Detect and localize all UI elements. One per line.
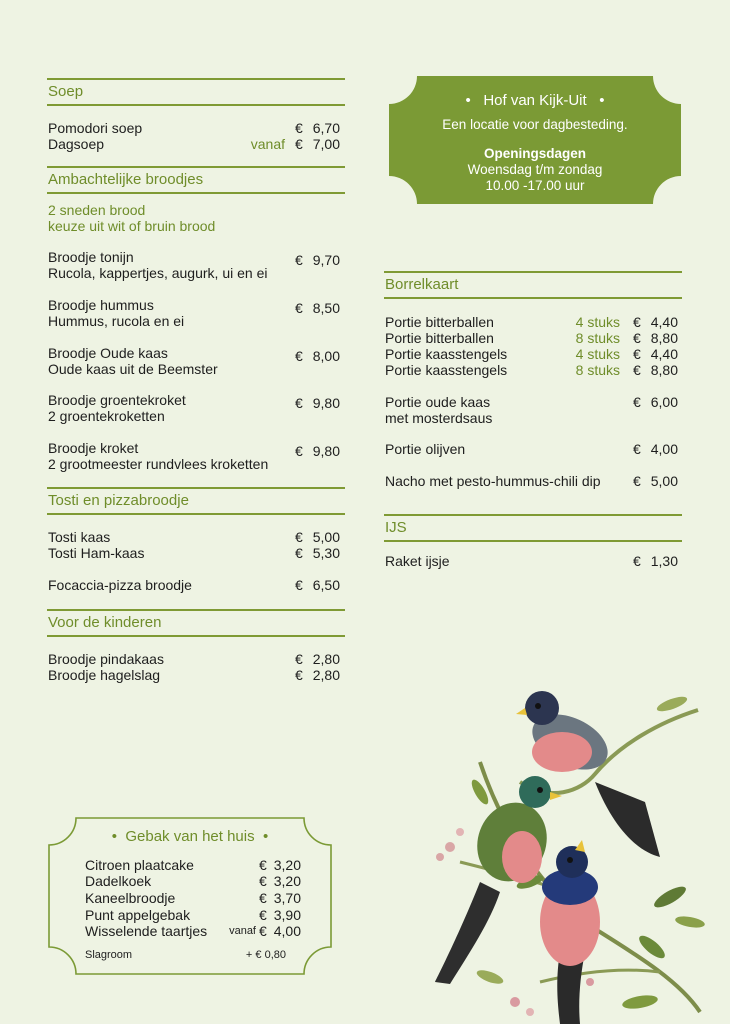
item-description: met mosterdsaus (385, 410, 493, 426)
item-price: 5,30 (312, 545, 340, 561)
currency: € (633, 362, 641, 378)
menu-item (48, 297, 340, 331)
item-price: 8,80 (650, 362, 678, 378)
item-note: vanaf (250, 136, 285, 152)
item-name: Broodje kroket (48, 440, 139, 456)
bullet-icon: • (111, 828, 118, 845)
section-title: Borrelkaart (385, 276, 459, 293)
currency: € (633, 553, 641, 569)
section-title: Tosti en pizzabroodje (48, 492, 189, 509)
gebak-title-text: Gebak van het huis (125, 828, 255, 845)
item-name: Broodje pindakaas (48, 651, 164, 667)
info-title (389, 92, 681, 110)
currency: € (295, 300, 303, 316)
item-price: 9,70 (312, 252, 340, 268)
item-name: Broodje hagelslag (48, 667, 161, 683)
currency: € (259, 873, 267, 889)
item-price: 6,00 (650, 394, 678, 410)
section-header-borrel (384, 271, 682, 299)
info-hours: 10.00 -17.00 uur (485, 178, 585, 193)
gebak-box (48, 817, 332, 975)
item-name: Citroen plaatcake (85, 857, 194, 873)
item-description: Rucola, kappertjes, augurk, ui en ei (48, 265, 268, 281)
item-name: Broodje hummus (48, 297, 154, 313)
info-hours-title: Openingsdagen (483, 146, 586, 161)
broodjes-intro (48, 202, 215, 234)
item-note: 8 stuks (575, 330, 620, 346)
currency: € (633, 473, 641, 489)
item-price: 4,00 (650, 441, 678, 457)
section-title: Ambachtelijke broodjes (48, 171, 204, 188)
birds-illustration (420, 682, 720, 1024)
menu-item (48, 392, 340, 426)
item-name: Portie bitterballen (385, 314, 494, 330)
section-header-soep (47, 78, 345, 106)
item-name: Focaccia-pizza broodje (48, 577, 192, 593)
item-name: Portie olijven (385, 441, 466, 457)
currency: € (259, 890, 267, 906)
item-name: Broodje Oude kaas (48, 345, 168, 361)
menu-item (48, 345, 340, 379)
item-price: 1,30 (650, 553, 678, 569)
currency: € (295, 529, 303, 545)
currency: € (259, 907, 267, 923)
currency: € (633, 394, 641, 410)
bullet-icon: • (465, 92, 471, 109)
section-title: IJS (385, 519, 407, 536)
section-header-tosti (47, 487, 345, 515)
section-header-broodjes (47, 166, 345, 194)
item-description: Oude kaas uit de Beemster (48, 361, 218, 377)
item-price: 4,00 (273, 923, 301, 939)
section-title: Soep (48, 83, 84, 100)
item-price: 3,20 (273, 873, 301, 889)
currency: € (295, 395, 303, 411)
item-name: Raket ijsje (385, 553, 450, 569)
item-price: 5,00 (312, 529, 340, 545)
section-header-kinderen (47, 609, 345, 637)
item-note: 4 stuks (575, 346, 620, 362)
item-price: 4,40 (650, 314, 678, 330)
bullet-icon: • (262, 828, 269, 845)
item-description: 2 grootmeester rundvlees kroketten (48, 456, 269, 472)
info-title-text: Hof van Kijk-Uit (483, 92, 587, 109)
item-name: Punt appelgebak (85, 907, 191, 923)
item-price: 8,50 (312, 300, 340, 316)
gebak-title (48, 828, 332, 846)
item-name: Portie kaasstengels (385, 362, 508, 378)
currency: € (259, 857, 267, 873)
currency: € (295, 252, 303, 268)
item-price: 6,70 (312, 120, 340, 136)
item-note: 8 stuks (575, 362, 620, 378)
item-price: 9,80 (312, 395, 340, 411)
item-note: 4 stuks (575, 314, 620, 330)
item-price: 7,00 (312, 136, 340, 152)
info-tagline: Een locatie voor dagbesteding. (442, 117, 628, 132)
item-note: vanaf (229, 925, 256, 937)
menu-item (48, 249, 340, 283)
intro-line: keuze uit wit of bruin brood (48, 218, 216, 234)
currency: € (295, 577, 303, 593)
currency: € (259, 923, 267, 939)
currency: € (295, 443, 303, 459)
item-price: 9,80 (312, 443, 340, 459)
item-name: Broodje tonijn (48, 249, 134, 265)
item-name: Nacho met pesto-hummus-chili dip (385, 473, 601, 489)
item-price: 3,70 (273, 890, 301, 906)
currency: € (633, 330, 641, 346)
item-name: Portie bitterballen (385, 330, 494, 346)
extra-price: + € 0,80 (245, 949, 286, 961)
item-name: Kaneelbroodje (85, 890, 176, 906)
item-description: 2 groentekroketten (48, 408, 165, 424)
menu-item (385, 394, 678, 428)
currency: € (295, 120, 303, 136)
item-name: Portie kaasstengels (385, 346, 508, 362)
item-name: Portie oude kaas (385, 394, 491, 410)
info-panel (389, 76, 681, 204)
section-title: Voor de kinderen (48, 614, 162, 631)
currency: € (633, 346, 641, 362)
info-days: Woensdag t/m zondag (467, 162, 603, 177)
item-name: Dagsoep (48, 136, 105, 152)
extra-name: Slagroom (85, 949, 133, 961)
currency: € (295, 348, 303, 364)
menu-item (48, 440, 340, 474)
item-price: 5,00 (650, 473, 678, 489)
currency: € (295, 545, 303, 561)
intro-line: 2 sneden brood (48, 202, 146, 218)
item-name: Pomodori soep (48, 120, 143, 136)
item-name: Tosti Ham-kaas (48, 545, 145, 561)
item-price: 6,50 (312, 577, 340, 593)
item-description: Hummus, rucola en ei (48, 313, 185, 329)
item-price: 3,20 (273, 857, 301, 873)
item-price: 8,00 (312, 348, 340, 364)
item-name: Broodje groentekroket (48, 392, 186, 408)
item-price: 8,80 (650, 330, 678, 346)
currency: € (633, 314, 641, 330)
item-name: Tosti kaas (48, 529, 111, 545)
currency: € (295, 651, 303, 667)
item-price: 2,80 (312, 651, 340, 667)
currency: € (633, 441, 641, 457)
currency: € (295, 667, 303, 683)
bullet-icon: • (599, 92, 605, 109)
section-header-ijs (384, 514, 682, 542)
item-name: Wisselende taartjes (85, 923, 208, 939)
currency: € (295, 136, 303, 152)
item-name: Dadelkoek (85, 873, 152, 889)
item-price: 4,40 (650, 346, 678, 362)
item-price: 3,90 (273, 907, 301, 923)
item-price: 2,80 (312, 667, 340, 683)
